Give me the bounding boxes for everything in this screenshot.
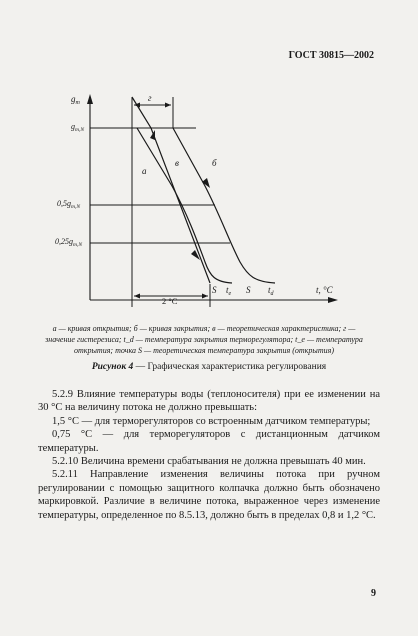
paragraph-5-2-11: 5.2.11 Направление изменения величины потока при ручном регулировании с помощью защитного колпачка должно быть обозначено маркировкой. Различие в величине потока, выраженное через изменение температуры, определенное по 8.5.13, должно быть в пределах 0,8 и 1,2 °С. bbox=[38, 469, 380, 521]
x-axis-label: t, °C bbox=[316, 285, 333, 295]
legend-line-3: открытия; точка S — теоретическая температура закрытия (открытия) bbox=[73, 346, 334, 355]
paragraph-5-2-10: 5.2.10 Величина времени срабатывания не должна превышать 40 мин. bbox=[52, 456, 366, 468]
curve-label-b: б bbox=[212, 158, 217, 168]
hysteresis-arrowhead-right bbox=[165, 103, 171, 108]
legend-line-1: а — кривая открытия; б — кривая закрытия; в — теоретическая характеристика; г — bbox=[52, 324, 356, 333]
legend-line-2: значение гистерезиса; t_d — температура закрытия терморегулятора; t_e — температура bbox=[45, 335, 363, 344]
x-axis-arrow bbox=[328, 297, 338, 303]
x-marker-td: $t_d$ bbox=[268, 285, 274, 297]
two-degree-arrowhead-right bbox=[202, 294, 208, 299]
x-marker-te: $t_e$ bbox=[226, 285, 232, 297]
figure-title-text: — Графическая характеристика регулирования bbox=[133, 362, 327, 372]
figure-legend bbox=[22, 323, 386, 356]
hysteresis-dimension-label: 2 °C bbox=[162, 296, 178, 306]
y-level-quarter-label: $0,25g_{m,N}$ bbox=[55, 237, 83, 248]
two-degree-arrowhead-left bbox=[134, 294, 140, 299]
standard-header: ГОСТ 30815—2002 bbox=[288, 50, 374, 61]
y-level-half-label: $0,5g_{m,N}$ bbox=[57, 199, 81, 210]
paragraph-5-2-9: 5.2.9 Влияние температуры воды (теплоносителя) при ее изменении на 30 °С на величину потока не должно превышать: bbox=[38, 389, 380, 414]
figure-number: Рисунок 4 bbox=[91, 362, 134, 372]
x-marker-s2: S bbox=[246, 285, 251, 295]
axes bbox=[90, 100, 330, 300]
x-marker-s1: S bbox=[212, 285, 217, 295]
curve-label-a: а bbox=[142, 166, 147, 176]
paragraph-item-2: 0,75 °С — для терморегуляторов с дистанционным датчиком температуры. bbox=[38, 429, 380, 454]
figure-title bbox=[0, 362, 418, 372]
body-text bbox=[38, 388, 380, 522]
curve-label-g: г bbox=[148, 93, 152, 103]
y-axis-label: $g_m$ bbox=[71, 94, 80, 106]
paragraph-item-1: 1,5 °С — для терморегуляторов со встроенным датчиком температуры; bbox=[52, 415, 371, 427]
y-axis-arrow bbox=[87, 94, 93, 104]
y-level-full-label: $g_{m,N}$ bbox=[71, 122, 85, 133]
page-number: 9 bbox=[371, 588, 376, 599]
curve-label-v: в bbox=[175, 158, 179, 168]
theoretical-curve-v bbox=[132, 97, 210, 283]
